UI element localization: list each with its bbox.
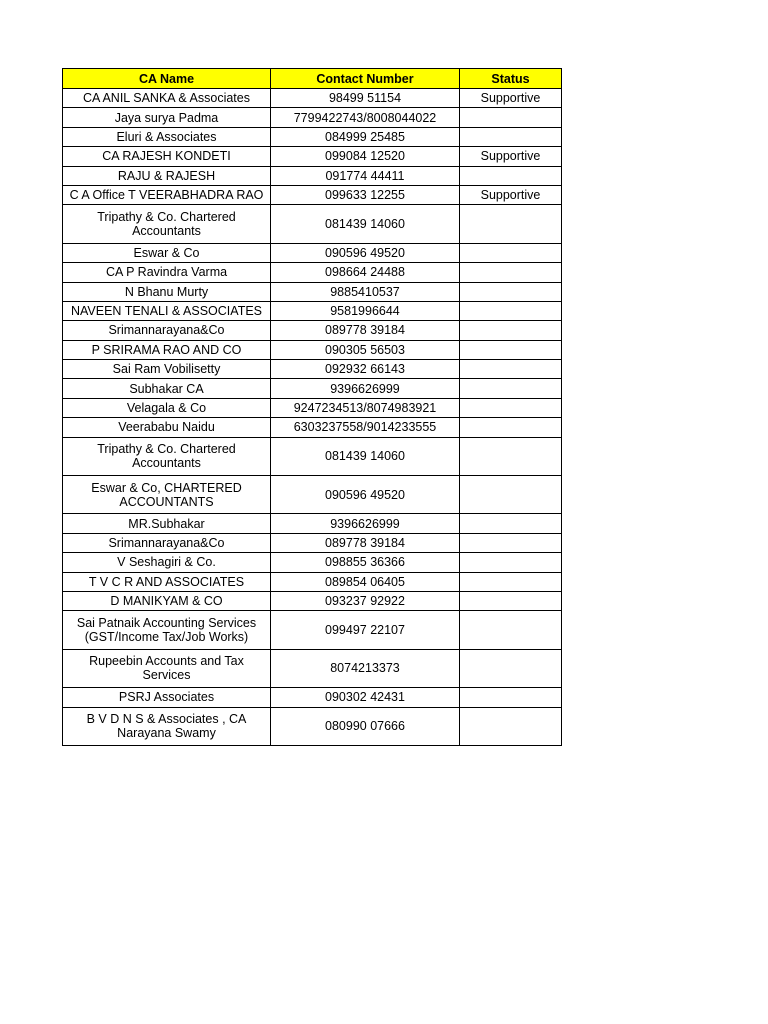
status-cell — [460, 649, 562, 687]
ca-name-cell: V Seshagiri & Co. — [63, 553, 271, 572]
contact-number-cell: 099633 12255 — [271, 185, 460, 204]
table-row — [63, 205, 562, 243]
contact-number-cell: 098664 24488 — [271, 263, 460, 282]
contact-number-cell: 9396626999 — [271, 514, 460, 533]
table-row — [63, 127, 562, 146]
ca-name-cell: Velagala & Co — [63, 398, 271, 417]
status-cell — [460, 340, 562, 359]
status-cell — [460, 127, 562, 146]
status-cell — [460, 301, 562, 320]
table-row — [63, 243, 562, 262]
ca-name-cell: Rupeebin Accounts and Tax Services — [63, 649, 271, 687]
table-row — [63, 398, 562, 417]
status-cell — [460, 108, 562, 127]
contact-number-cell: 7799422743/8008044022 — [271, 108, 460, 127]
contact-number-cell: 9247234513/8074983921 — [271, 398, 460, 417]
status-cell — [460, 166, 562, 185]
status-cell — [460, 476, 562, 514]
ca-name-cell: Eswar & Co — [63, 243, 271, 262]
contact-number-cell: 090596 49520 — [271, 243, 460, 262]
ca-name-cell: Srimannarayana&Co — [63, 533, 271, 552]
ca-contact-table — [62, 68, 562, 746]
column-header-ca-name: CA Name — [63, 69, 271, 89]
ca-name-cell: Srimannarayana&Co — [63, 321, 271, 340]
contact-number-cell: 081439 14060 — [271, 437, 460, 475]
ca-name-cell: Tripathy & Co. Chartered Accountants — [63, 437, 271, 475]
status-cell — [460, 321, 562, 340]
ca-name-cell: P SRIRAMA RAO AND CO — [63, 340, 271, 359]
ca-name-cell: Tripathy & Co. Chartered Accountants — [63, 205, 271, 243]
contact-number-cell: 9581996644 — [271, 301, 460, 320]
table-row — [63, 707, 562, 745]
status-cell — [460, 514, 562, 533]
table-row — [63, 533, 562, 552]
table-row — [63, 611, 562, 649]
status-cell — [460, 688, 562, 707]
contact-number-cell: 084999 25485 — [271, 127, 460, 146]
status-cell — [460, 437, 562, 475]
table-row — [63, 379, 562, 398]
contact-number-cell: 6303237558/9014233555 — [271, 418, 460, 437]
table-row — [63, 340, 562, 359]
ca-name-cell: CA ANIL SANKA & Associates — [63, 89, 271, 108]
contact-number-cell: 099084 12520 — [271, 147, 460, 166]
ca-name-cell: CA P Ravindra Varma — [63, 263, 271, 282]
table-row — [63, 185, 562, 204]
table-row — [63, 147, 562, 166]
contact-number-cell: 081439 14060 — [271, 205, 460, 243]
status-cell — [460, 360, 562, 379]
column-header-contact-number: Contact Number — [271, 69, 460, 89]
contact-number-cell: 089854 06405 — [271, 572, 460, 591]
status-cell — [460, 282, 562, 301]
table-row — [63, 166, 562, 185]
table-row — [63, 437, 562, 475]
table-row — [63, 553, 562, 572]
table-row — [63, 418, 562, 437]
table-row — [63, 301, 562, 320]
contact-number-cell: 090302 42431 — [271, 688, 460, 707]
ca-name-cell: N Bhanu Murty — [63, 282, 271, 301]
ca-name-cell: T V C R AND ASSOCIATES — [63, 572, 271, 591]
ca-name-cell: Sai Ram Vobilisetty — [63, 360, 271, 379]
ca-name-cell: PSRJ Associates — [63, 688, 271, 707]
ca-name-cell: Sai Patnaik Accounting Services (GST/Income Tax/Job Works) — [63, 611, 271, 649]
column-header-status: Status — [460, 69, 562, 89]
contact-number-cell: 092932 66143 — [271, 360, 460, 379]
ca-name-cell: C A Office T VEERABHADRA RAO — [63, 185, 271, 204]
header-row — [63, 69, 562, 89]
ca-name-cell: NAVEEN TENALI & ASSOCIATES — [63, 301, 271, 320]
ca-name-cell: Veerababu Naidu — [63, 418, 271, 437]
contact-number-cell: 098855 36366 — [271, 553, 460, 572]
status-cell — [460, 243, 562, 262]
status-cell — [460, 533, 562, 552]
table-row — [63, 282, 562, 301]
ca-name-cell: Jaya surya Padma — [63, 108, 271, 127]
status-cell — [460, 379, 562, 398]
table-row — [63, 514, 562, 533]
contact-number-cell: 091774 44411 — [271, 166, 460, 185]
status-cell — [460, 553, 562, 572]
status-cell — [460, 611, 562, 649]
status-cell — [460, 263, 562, 282]
table-row — [63, 476, 562, 514]
contact-number-cell: 089778 39184 — [271, 533, 460, 552]
table-row — [63, 649, 562, 687]
table-row — [63, 321, 562, 340]
ca-name-cell: MR.Subhakar — [63, 514, 271, 533]
contact-number-cell: 9885410537 — [271, 282, 460, 301]
ca-name-cell: CA RAJESH KONDETI — [63, 147, 271, 166]
table-row — [63, 572, 562, 591]
contact-number-cell: 093237 92922 — [271, 591, 460, 610]
ca-name-cell: B V D N S & Associates , CA Narayana Swamy — [63, 707, 271, 745]
table-row — [63, 108, 562, 127]
status-cell — [460, 707, 562, 745]
status-cell — [460, 398, 562, 417]
table-row — [63, 688, 562, 707]
status-cell: Supportive — [460, 89, 562, 108]
ca-name-cell: Eluri & Associates — [63, 127, 271, 146]
status-cell — [460, 572, 562, 591]
ca-name-cell: D MANIKYAM & CO — [63, 591, 271, 610]
table-row — [63, 591, 562, 610]
contact-number-cell: 080990 07666 — [271, 707, 460, 745]
ca-name-cell: Eswar & Co, CHARTERED ACCOUNTANTS — [63, 476, 271, 514]
contact-number-cell: 099497 22107 — [271, 611, 460, 649]
ca-name-cell: Subhakar CA — [63, 379, 271, 398]
table-row — [63, 89, 562, 108]
status-cell: Supportive — [460, 185, 562, 204]
contact-number-cell: 089778 39184 — [271, 321, 460, 340]
status-cell: Supportive — [460, 147, 562, 166]
contact-number-cell: 8074213373 — [271, 649, 460, 687]
ca-name-cell: RAJU & RAJESH — [63, 166, 271, 185]
table-row — [63, 360, 562, 379]
contact-number-cell: 98499 51154 — [271, 89, 460, 108]
table-row — [63, 263, 562, 282]
status-cell — [460, 205, 562, 243]
status-cell — [460, 418, 562, 437]
contact-number-cell: 9396626999 — [271, 379, 460, 398]
contact-number-cell: 090305 56503 — [271, 340, 460, 359]
contact-number-cell: 090596 49520 — [271, 476, 460, 514]
status-cell — [460, 591, 562, 610]
